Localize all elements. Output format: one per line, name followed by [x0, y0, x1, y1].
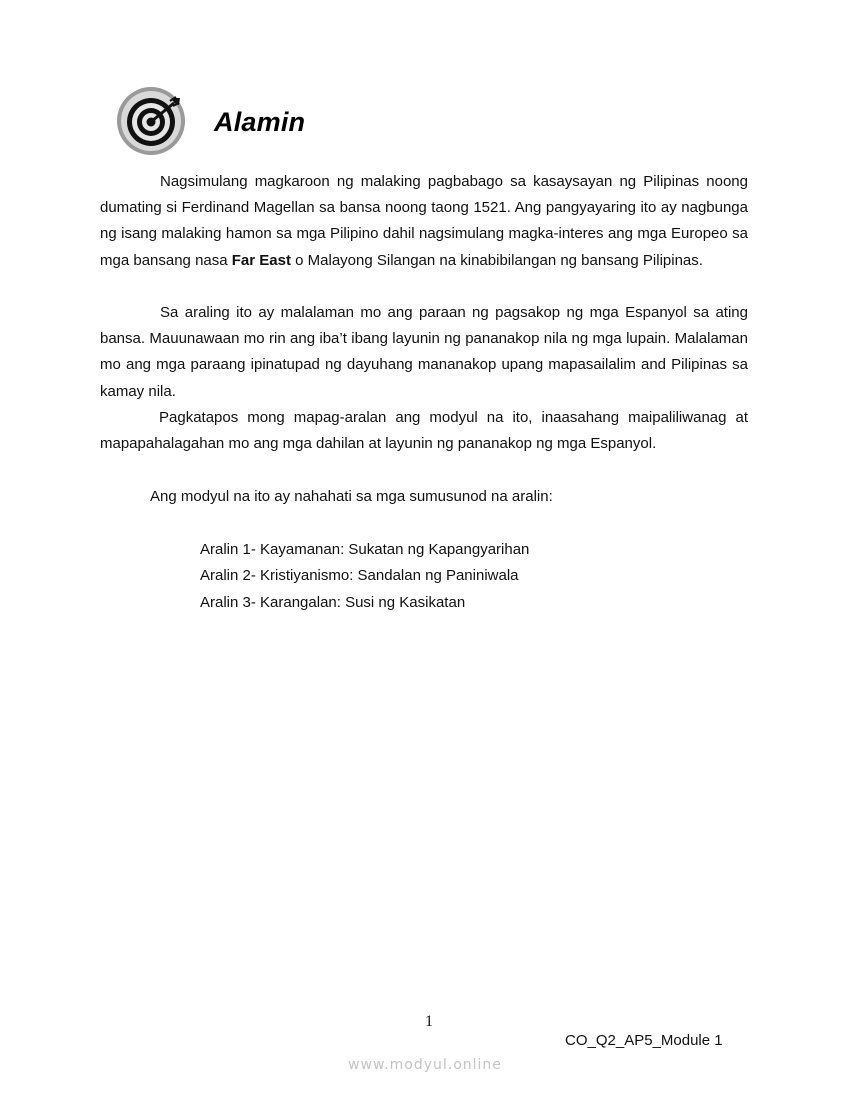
list-item: Aralin 1- Kayamanan: Sukatan ng Kapangyarihan: [200, 541, 530, 558]
paragraph-text: Pagkatapos mong mapag-aralan ang modyul na ito, inaasahang maipaliliwanag at mapapahalagahan mo ang mga dahilan at layunin ng pananakop ng mga Espanyol.: [100, 409, 748, 453]
page-title: Alamin: [214, 107, 306, 137]
paragraph-lesson-overview: [100, 300, 748, 405]
paragraph-text: o Malayong Silangan na kinabibilangan ng bansang Pilipinas.: [290, 251, 703, 269]
target-icon: [116, 86, 186, 156]
paragraph-text: Sa araling ito ay malalaman mo ang paraan ng pagsakop ng mga Espanyol sa ating bansa. Mauunawaan mo rin ang iba’t ibang layunin ng pananakop nila ng mga lupain. Malalaman mo ang mga paraang ipinatupad ng dayuhang mananakop upang mapasailalim and Pilipinas sa kamay nila.: [100, 304, 748, 400]
section-header: [116, 86, 516, 158]
watermark: www.modyul.online: [348, 1057, 502, 1073]
lesson-list: [200, 537, 529, 616]
list-item: Aralin 2- Kristiyanismo: Sandalan ng Paniniwala: [200, 567, 519, 585]
bold-term: Far East: [231, 251, 291, 269]
paragraph-objective: [100, 405, 748, 457]
lessons-intro: Ang modyul na ito ay nahahati sa mga sumusunod na aralin:: [150, 488, 553, 505]
list-item: Aralin 3- Karangalan: Susi ng Kasikatan: [200, 593, 466, 611]
paragraph-intro: [100, 169, 748, 274]
module-code: CO_Q2_AP5_Module 1: [565, 1032, 723, 1049]
paragraph-text: Nagsimulang magkaroon ng malaking pagbabago sa kasaysayan ng Pilipinas noong dumating si Ferdinand Magellan sa bansa noong taong 1521. Ang pangyayaring ito ay nagbunga ng isang malaking hamon sa mga Pilipino dahil nagsimulang magka-interes ang mga Europeo sa mga bansang nasa: [100, 173, 748, 269]
page-number: 1: [425, 1013, 433, 1030]
